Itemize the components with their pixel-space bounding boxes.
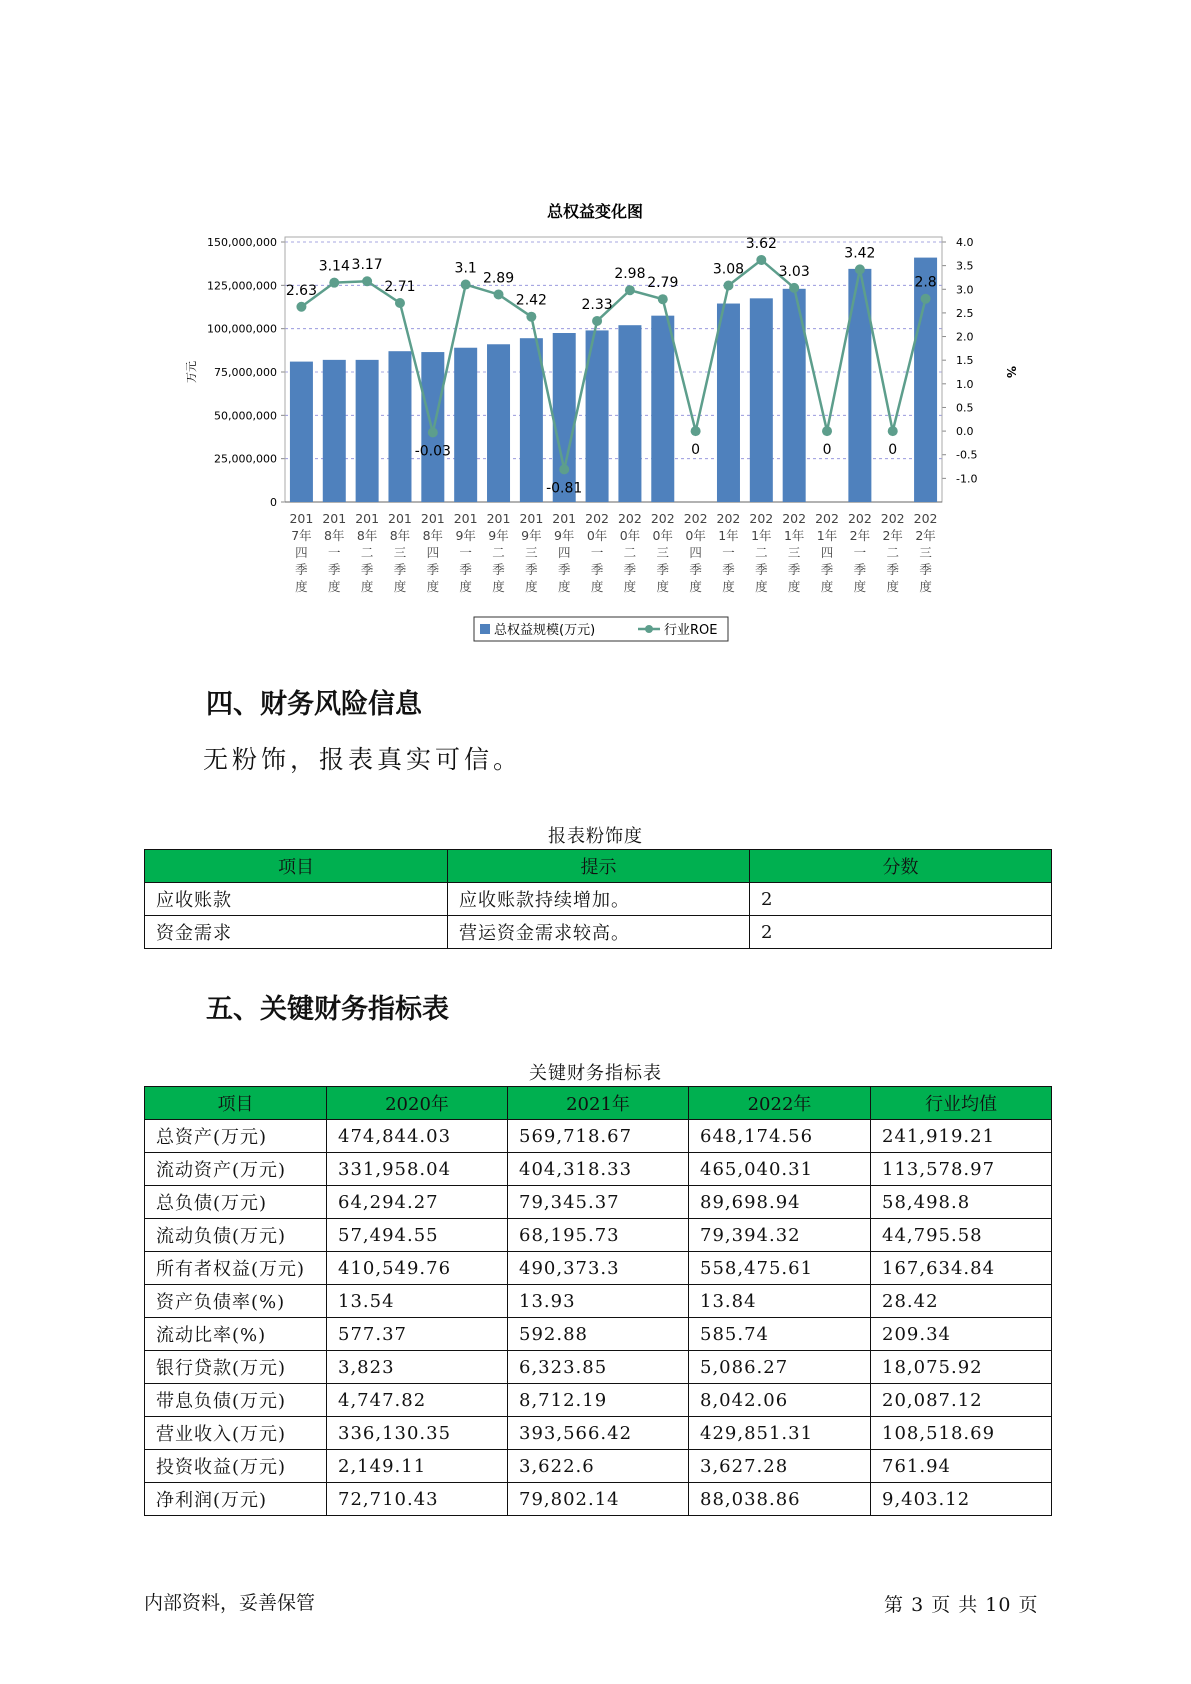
risk-table-caption: 报表粉饰度 [548, 826, 643, 847]
y-tick-label: 0 [270, 496, 277, 509]
kpi-table-header-cell: 行业均值 [871, 1087, 1052, 1120]
roe-data-label: 2.71 [384, 278, 416, 295]
kpi-table-cell: 569,718.67 [508, 1120, 689, 1153]
section4-title: 四、财务风险信息 [206, 689, 422, 720]
page-suffix: 页 [1018, 1594, 1039, 1616]
kpi-table-header-cell: 2022年 [689, 1087, 871, 1120]
x-tick-label: 一 [590, 545, 604, 560]
y2-tick-label: -1.0 [956, 472, 978, 486]
y2-tick-label: 3.5 [956, 259, 974, 273]
kpi-table-cell: 209.34 [871, 1318, 1052, 1351]
legend-bar-label: 总权益规模(万元) [494, 623, 596, 638]
y2-tick-label: 0.0 [956, 425, 974, 439]
kpi-table-header-cell: 2020年 [327, 1087, 508, 1120]
roe-data-label: 0 [691, 442, 701, 459]
kpi-table-header-cell: 2021年 [508, 1087, 689, 1120]
x-tick-label: 201 [289, 511, 314, 526]
x-tick-label: 202 [782, 511, 807, 526]
y2-tick-label: 4.0 [956, 236, 974, 249]
kpi-table-cell: 3,823 [327, 1351, 508, 1384]
kpi-table-cell: 585.74 [689, 1318, 871, 1351]
y2-tick-label: 1.0 [956, 377, 974, 391]
risk-table-cell: 营运资金需求较高。 [448, 916, 750, 949]
roe-data-label: 2.89 [482, 270, 515, 287]
x-tick-label: 一 [328, 545, 341, 560]
kpi-table-cell: 68,195.73 [508, 1219, 689, 1252]
x-tick-label: 202 [847, 511, 872, 526]
x-tick-label: 9年 [521, 528, 542, 543]
x-tick-label: 季 [820, 562, 834, 577]
x-tick-label: 季 [853, 562, 867, 577]
legend-line-label: 行业ROE [664, 623, 718, 638]
x-tick-label: 季 [360, 562, 374, 577]
y-tick-label: 75,000,000 [214, 366, 277, 379]
kpi-table-cell: 241,919.21 [871, 1120, 1052, 1153]
kpi-table-cell: 336,130.35 [327, 1417, 508, 1450]
roe-data-label: 3.17 [351, 257, 383, 274]
x-tick-label: 8年 [389, 528, 411, 543]
x-tick-label: 度 [820, 579, 834, 594]
kpi-table-row [145, 1153, 1052, 1186]
x-tick-label: 三 [525, 545, 538, 560]
roe-point [921, 294, 931, 304]
roe-data-label: 3.42 [844, 245, 876, 262]
y-tick-label: 50,000,000 [214, 409, 277, 423]
x-tick-label: 度 [459, 579, 472, 594]
x-tick-label: 202 [880, 511, 905, 526]
x-tick-label: 201 [453, 511, 478, 526]
x-tick-label: 202 [716, 511, 741, 526]
y-tick-label: 25,000,000 [214, 452, 277, 466]
x-tick-label: 度 [722, 579, 735, 594]
x-tick-label: 度 [919, 579, 932, 594]
x-tick-label: 201 [420, 511, 445, 526]
x-tick-label: 四 [557, 545, 571, 560]
x-tick-label: 度 [525, 579, 538, 594]
x-tick-label: 季 [492, 562, 505, 577]
roe-point [789, 283, 799, 293]
y2-tick-label: -0.5 [956, 448, 978, 462]
y2-axis-label: % [1004, 365, 1018, 379]
x-tick-label: 度 [328, 579, 341, 594]
kpi-table-cell: 所有者权益(万元) [145, 1252, 327, 1285]
y-tick-label: 125,000,000 [207, 279, 277, 293]
kpi-table-cell: 20,087.12 [871, 1384, 1052, 1417]
x-tick-label: 202 [913, 511, 938, 526]
kpi-table-cell: 393,566.42 [508, 1417, 689, 1450]
x-tick-label: 季 [426, 562, 440, 577]
x-tick-label: 季 [459, 562, 472, 577]
x-tick-label: 度 [853, 579, 867, 594]
x-tick-label: 8年 [356, 528, 378, 543]
x-tick-label: 8年 [324, 528, 345, 543]
x-tick-label: 9年 [553, 528, 575, 543]
x-tick-label: 7年 [291, 528, 312, 543]
x-tick-label: 度 [689, 579, 702, 594]
risk-table-header-cell: 提示 [448, 850, 750, 883]
roe-data-label: 3.08 [712, 261, 745, 278]
roe-point [723, 280, 733, 290]
roe-point [888, 426, 898, 436]
kpi-table-cell: 资产负债率(%) [145, 1285, 327, 1318]
x-tick-label: 201 [322, 511, 347, 526]
roe-point [461, 280, 471, 290]
x-tick-label: 三 [656, 545, 670, 560]
x-tick-label: 度 [426, 579, 440, 594]
x-tick-label: 0年 [685, 528, 706, 543]
kpi-table-cell: 429,851.31 [689, 1417, 871, 1450]
kpi-table-cell: 490,373.3 [508, 1252, 689, 1285]
equity-bar [356, 360, 379, 502]
x-tick-label: 2年 [915, 528, 936, 543]
kpi-table-caption: 关键财务指标表 [529, 1063, 662, 1084]
x-tick-label: 2年 [882, 528, 903, 543]
roe-point [756, 255, 766, 265]
x-tick-label: 0年 [586, 528, 608, 543]
kpi-table-row [145, 1318, 1052, 1351]
x-tick-label: 四 [426, 545, 440, 560]
kpi-table-cell: 577.37 [327, 1318, 508, 1351]
x-tick-label: 三 [393, 545, 407, 560]
chart-title: 总权益变化图 [546, 202, 644, 221]
risk-table-cell: 资金需求 [145, 916, 448, 949]
kpi-table-cell: 474,844.03 [327, 1120, 508, 1153]
roe-data-label: 3.1 [454, 260, 477, 277]
equity-bar [651, 316, 674, 502]
x-tick-label: 度 [295, 579, 308, 594]
x-tick-label: 201 [388, 511, 412, 526]
kpi-table-cell: 13.93 [508, 1285, 689, 1318]
roe-point [691, 426, 701, 436]
kpi-table-header-cell: 项目 [145, 1087, 327, 1120]
x-tick-label: 9年 [488, 528, 509, 543]
y-tick-label: 150,000,000 [207, 236, 277, 249]
kpi-table-cell: 带息负债(万元) [145, 1384, 327, 1417]
roe-data-label: 3.03 [778, 263, 810, 280]
x-tick-label: 201 [519, 511, 544, 526]
roe-data-label: 3.14 [318, 258, 350, 275]
x-tick-label: 度 [590, 579, 604, 594]
x-tick-label: 一 [459, 545, 472, 560]
x-tick-label: 季 [623, 562, 637, 577]
kpi-table-cell: 2,149.11 [327, 1450, 508, 1483]
x-tick-label: 1年 [718, 528, 739, 543]
kpi-table-cell: 410,549.76 [327, 1252, 508, 1285]
x-tick-label: 1年 [751, 528, 772, 543]
roe-point [329, 278, 339, 288]
x-tick-label: 季 [557, 562, 571, 577]
x-tick-label: 季 [525, 562, 538, 577]
x-tick-label: 9年 [455, 528, 476, 543]
x-tick-label: 一 [853, 545, 867, 560]
roe-point [855, 264, 865, 274]
x-tick-label: 度 [755, 579, 768, 594]
x-tick-label: 四 [295, 545, 308, 560]
equity-bar [454, 348, 477, 502]
x-tick-label: 二 [492, 545, 505, 560]
risk-table-header-cell: 项目 [145, 850, 448, 883]
kpi-table-cell: 8,042.06 [689, 1384, 871, 1417]
kpi-table-cell: 银行贷款(万元) [145, 1351, 327, 1384]
equity-bar [323, 360, 346, 502]
kpi-table-cell: 167,634.84 [871, 1252, 1052, 1285]
kpi-table-cell: 72,710.43 [327, 1483, 508, 1516]
kpi-table-cell: 3,622.6 [508, 1450, 689, 1483]
x-tick-label: 二 [755, 545, 768, 560]
roe-data-label: 2.8 [914, 274, 937, 291]
equity-bar [553, 333, 576, 502]
roe-point [296, 302, 306, 312]
x-tick-label: 202 [617, 511, 642, 526]
kpi-table-cell: 79,345.37 [508, 1186, 689, 1219]
x-tick-label: 202 [749, 511, 774, 526]
kpi-table-cell: 流动比率(%) [145, 1318, 327, 1351]
kpi-table-cell: 89,698.94 [689, 1186, 871, 1219]
risk-table-row [145, 916, 1052, 949]
page-current: 3 [911, 1594, 925, 1616]
x-tick-label: 季 [295, 562, 308, 577]
kpi-table-cell: 净利润(万元) [145, 1483, 327, 1516]
kpi-table-cell: 18,075.92 [871, 1351, 1052, 1384]
x-tick-label: 季 [722, 562, 735, 577]
y2-tick-label: 0.5 [956, 401, 974, 415]
kpi-table-cell: 营业收入(万元) [145, 1417, 327, 1450]
risk-table-header-cell: 分数 [750, 850, 1052, 883]
kpi-table-cell: 79,394.32 [689, 1219, 871, 1252]
x-tick-label: 8年 [422, 528, 444, 543]
y-axis-label: 万元 [185, 361, 198, 383]
x-tick-label: 202 [815, 511, 839, 526]
kpi-table-row [145, 1450, 1052, 1483]
x-tick-label: 2年 [849, 528, 871, 543]
roe-point [395, 298, 405, 308]
kpi-table-cell: 总负债(万元) [145, 1186, 327, 1219]
x-tick-label: 1年 [816, 528, 838, 543]
roe-data-label: -0.81 [546, 480, 583, 497]
kpi-table-cell: 流动负债(万元) [145, 1219, 327, 1252]
kpi-table-cell: 88,038.86 [689, 1483, 871, 1516]
kpi-table-cell: 3,627.28 [689, 1450, 871, 1483]
kpi-table-cell: 8,712.19 [508, 1384, 689, 1417]
kpi-table-row [145, 1285, 1052, 1318]
roe-data-label: 3.62 [745, 235, 777, 252]
kpi-table-cell: 6,323.85 [508, 1351, 689, 1384]
section5-title: 五、关键财务指标表 [206, 994, 449, 1025]
x-tick-label: 202 [585, 511, 610, 526]
x-tick-label: 季 [656, 562, 670, 577]
risk-table [144, 849, 1052, 949]
roe-data-label: 0 [822, 442, 832, 459]
roe-data-label: 2.33 [581, 296, 613, 313]
kpi-table-cell: 总资产(万元) [145, 1120, 327, 1153]
equity-bar [487, 344, 510, 502]
kpi-table-cell: 5,086.27 [689, 1351, 871, 1384]
y2-tick-label: 2.5 [956, 306, 974, 320]
equity-bar [717, 304, 740, 502]
kpi-table-row [145, 1483, 1052, 1516]
x-tick-label: 度 [557, 579, 571, 594]
kpi-table-cell: 流动资产(万元) [145, 1153, 327, 1186]
x-tick-label: 度 [623, 579, 637, 594]
x-tick-label: 季 [590, 562, 604, 577]
kpi-table [144, 1086, 1052, 1516]
kpi-table-cell: 108,518.69 [871, 1417, 1052, 1450]
kpi-table-cell: 13.54 [327, 1285, 508, 1318]
page-prefix: 第 [884, 1594, 905, 1616]
x-tick-label: 度 [886, 579, 899, 594]
equity-bar [520, 338, 543, 502]
kpi-table-cell: 465,040.31 [689, 1153, 871, 1186]
legend-line-marker [645, 625, 653, 633]
kpi-table-row [145, 1120, 1052, 1153]
x-tick-label: 1年 [783, 528, 805, 543]
x-tick-label: 201 [552, 511, 577, 526]
risk-table-row [145, 883, 1052, 916]
page-number [884, 1590, 1039, 1617]
confidential-note: 内部资料，妥善保管 [144, 1592, 316, 1614]
kpi-table-cell: 592.88 [508, 1318, 689, 1351]
section4-text: 无粉饰，报表真实可信。 [203, 745, 523, 774]
x-tick-label: 度 [787, 579, 801, 594]
x-tick-label: 度 [393, 579, 407, 594]
x-tick-label: 四 [820, 545, 834, 560]
x-tick-label: 0年 [652, 528, 674, 543]
x-tick-label: 季 [328, 562, 341, 577]
x-tick-label: 四 [689, 545, 702, 560]
x-tick-label: 202 [683, 511, 708, 526]
x-tick-label: 度 [360, 579, 374, 594]
kpi-table-cell: 64,294.27 [327, 1186, 508, 1219]
roe-point [559, 464, 569, 474]
kpi-table-cell: 404,318.33 [508, 1153, 689, 1186]
kpi-table-row [145, 1219, 1052, 1252]
roe-data-label: 2.98 [614, 266, 646, 283]
x-tick-label: 二 [360, 545, 374, 560]
roe-data-label: 0 [888, 442, 898, 459]
roe-point [592, 316, 602, 326]
x-tick-label: 三 [919, 545, 932, 560]
kpi-table-row [145, 1417, 1052, 1450]
y2-tick-label: 2.0 [956, 330, 974, 344]
kpi-table-cell: 投资收益(万元) [145, 1450, 327, 1483]
x-tick-label: 度 [492, 579, 505, 594]
roe-data-label: 2.42 [515, 292, 547, 309]
roe-point [822, 426, 832, 436]
equity-bar [290, 362, 313, 502]
x-tick-label: 三 [787, 545, 801, 560]
roe-point [625, 285, 635, 295]
kpi-table-row [145, 1351, 1052, 1384]
x-tick-label: 二 [623, 545, 637, 560]
x-tick-label: 季 [886, 562, 899, 577]
roe-point [658, 294, 668, 304]
equity-bar [618, 325, 641, 502]
kpi-table-cell: 9,403.12 [871, 1483, 1052, 1516]
kpi-table-cell: 13.84 [689, 1285, 871, 1318]
x-tick-label: 202 [650, 511, 675, 526]
x-tick-label: 季 [787, 562, 801, 577]
roe-point [428, 428, 438, 438]
risk-table-cell: 应收账款持续增加。 [448, 883, 750, 916]
x-tick-label: 201 [486, 511, 511, 526]
kpi-table-cell: 331,958.04 [327, 1153, 508, 1186]
x-tick-label: 度 [656, 579, 670, 594]
x-tick-label: 一 [722, 545, 735, 560]
kpi-table-row [145, 1186, 1052, 1219]
x-tick-label: 0年 [619, 528, 641, 543]
kpi-table-cell: 58,498.8 [871, 1186, 1052, 1219]
y2-tick-label: 1.5 [956, 354, 974, 368]
x-tick-label: 季 [689, 562, 702, 577]
risk-table-cell: 应收账款 [145, 883, 448, 916]
x-tick-label: 季 [393, 562, 407, 577]
kpi-table-cell: 761.94 [871, 1450, 1052, 1483]
roe-data-label: 2.79 [647, 275, 679, 292]
risk-table-cell: 2 [750, 883, 1052, 916]
kpi-table-cell: 44,795.58 [871, 1219, 1052, 1252]
kpi-table-row [145, 1384, 1052, 1417]
x-tick-label: 季 [755, 562, 768, 577]
kpi-table-cell: 28.42 [871, 1285, 1052, 1318]
x-tick-label: 季 [919, 562, 932, 577]
kpi-table-row [145, 1252, 1052, 1285]
page-total: 10 [985, 1594, 1012, 1616]
x-tick-label: 二 [886, 545, 899, 560]
kpi-table-cell: 113,578.97 [871, 1153, 1052, 1186]
roe-point [526, 312, 536, 322]
kpi-table-cell: 648,174.56 [689, 1120, 871, 1153]
kpi-table-cell: 558,475.61 [689, 1252, 871, 1285]
roe-point [362, 276, 372, 286]
equity-bar [388, 351, 411, 502]
risk-table-cell: 2 [750, 916, 1052, 949]
kpi-table-cell: 57,494.55 [327, 1219, 508, 1252]
y2-tick-label: 3.0 [956, 283, 974, 297]
equity-bar [750, 298, 773, 502]
equity-change-chart [0, 180, 1191, 650]
roe-data-label: -0.03 [414, 443, 451, 460]
legend-bar-swatch [480, 624, 490, 634]
roe-data-label: 2.63 [285, 282, 318, 299]
x-tick-label: 201 [355, 511, 380, 526]
roe-point [494, 289, 504, 299]
kpi-table-cell: 79,802.14 [508, 1483, 689, 1516]
y-tick-label: 100,000,000 [207, 322, 277, 336]
kpi-table-cell: 4,747.82 [327, 1384, 508, 1417]
page-mid: 页 共 [931, 1594, 979, 1616]
